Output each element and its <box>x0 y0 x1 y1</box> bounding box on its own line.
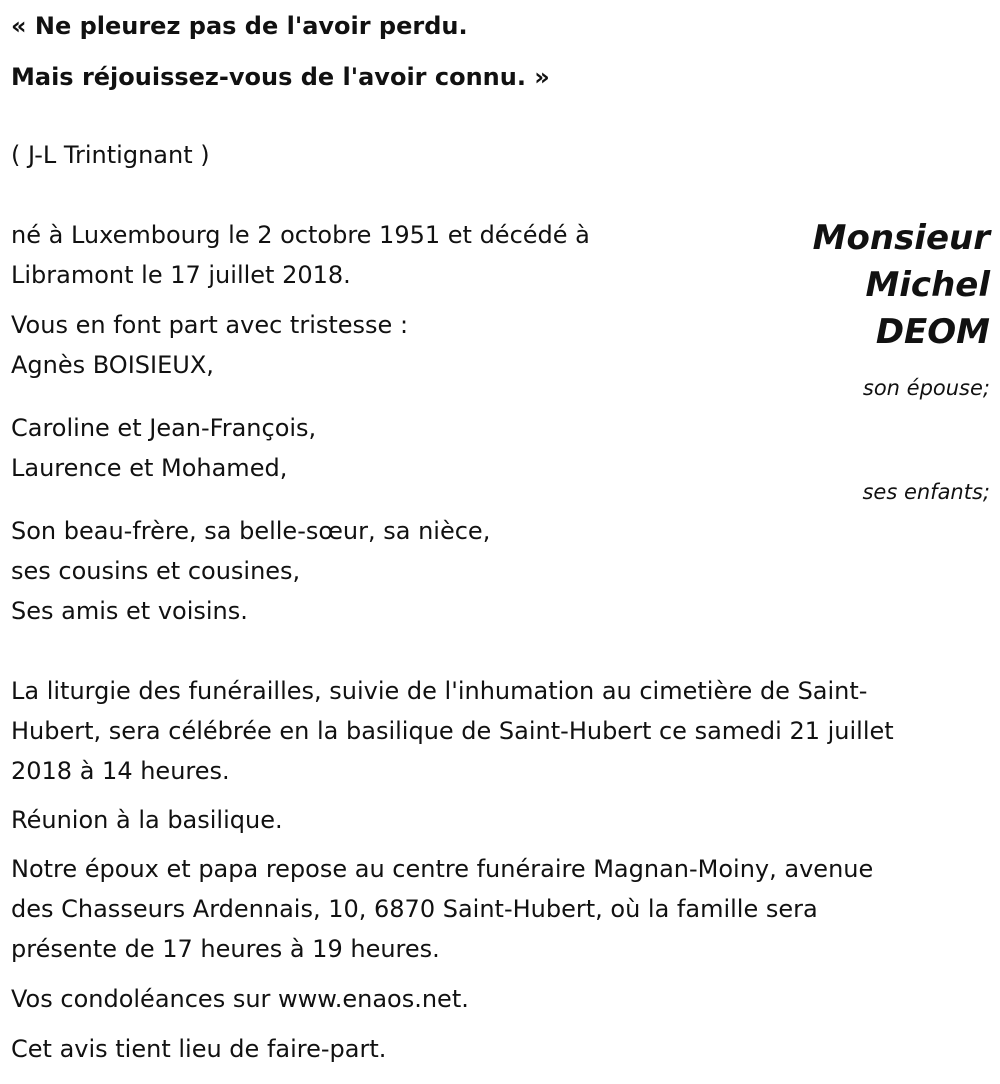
relatives-line-3: Ses amis et voisins. <box>11 597 248 625</box>
deceased-last-name: DEOM <box>875 312 990 352</box>
meeting-point: Réunion à la basilique. <box>11 806 283 834</box>
relatives-line-2: ses cousins et cousines, <box>11 557 301 585</box>
liturgy-line-1: La liturgie des funérailles, suivie de l'inhumation au cimetière de Saint- <box>11 677 868 705</box>
relatives-line-1: Son beau-frère, sa belle-sœur, sa nièce, <box>11 517 491 545</box>
birth-death-line-2: Libramont le 17 juillet 2018. <box>11 261 351 289</box>
children-relation: ses enfants; <box>862 480 990 504</box>
children-line-1: Caroline et Jean-François, <box>11 414 317 442</box>
epigraph-line-2: Mais réjouissez-vous de l'avoir connu. » <box>11 63 550 91</box>
rest-line-2: des Chasseurs Ardennais, 10, 6870 Saint-Hubert, où la famille sera <box>11 895 818 923</box>
condolences-text: Vos condoléances sur www.enaos.net. <box>11 985 469 1013</box>
notice-text: Cet avis tient lieu de faire-part. <box>11 1035 387 1063</box>
deceased-first-name: Michel <box>865 265 990 305</box>
deceased-title: Monsieur <box>812 218 990 258</box>
rest-line-1: Notre époux et papa repose au centre funéraire Magnan-Moiny, avenue <box>11 855 874 883</box>
epigraph-author: ( J-L Trintignant ) <box>11 141 210 169</box>
epigraph-line-1: « Ne pleurez pas de l'avoir perdu. <box>11 12 468 40</box>
spouse-name: Agnès BOISIEUX, <box>11 351 214 379</box>
birth-death-line-1: né à Luxembourg le 2 octobre 1951 et décédé à <box>11 221 590 249</box>
liturgy-line-2: Hubert, sera célébrée en la basilique de Saint-Hubert ce samedi 21 juillet <box>11 717 894 745</box>
announcement-intro: Vous en font part avec tristesse : <box>11 311 409 339</box>
children-line-2: Laurence et Mohamed, <box>11 454 288 482</box>
liturgy-line-3: 2018 à 14 heures. <box>11 757 230 785</box>
rest-line-3: présente de 17 heures à 19 heures. <box>11 935 440 963</box>
spouse-relation: son épouse; <box>862 376 990 400</box>
